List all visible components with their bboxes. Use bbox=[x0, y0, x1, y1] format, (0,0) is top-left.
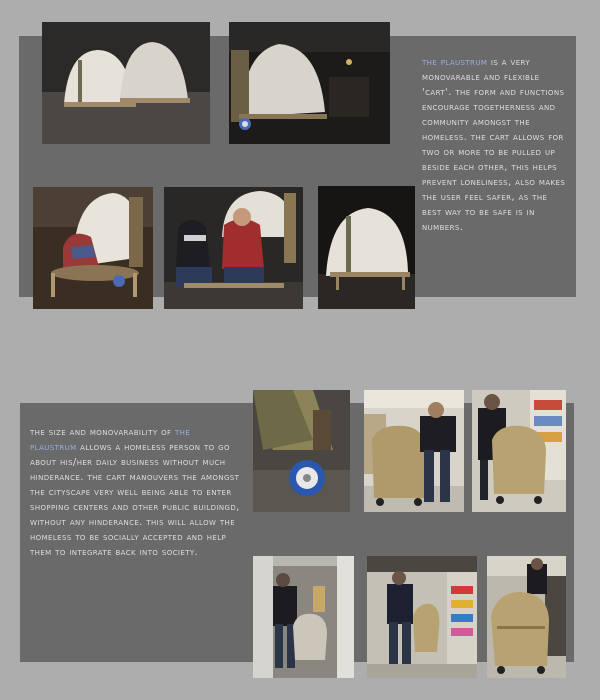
cart-alone-night-photo bbox=[318, 186, 415, 309]
wheel-closeup-photo bbox=[253, 390, 350, 512]
section-2-body: allows a homeless person to go about his/her daily business without much hinderance. the cart manouvers the amongst the cityscape very well being able to enter shopping centers and other public buildingd, without any hinderance. this will allow the homeless to be socially accepted and help them to integrate back into society. bbox=[30, 442, 240, 558]
section-1-description bbox=[422, 55, 570, 235]
cart-at-counter-photo bbox=[487, 556, 566, 678]
cart-in-store-photo bbox=[364, 390, 464, 512]
two-carts-photo bbox=[42, 22, 210, 144]
section-1-body: is a very monovarable and flexible 'cart'. the form and functions encourage togetherness and community amongst the homeless. the cart allows for two or more to be pulled up beside each other, this helps prevent loneliness, also makes the user feel safer, as the best way to be safe is in numbers. bbox=[422, 57, 566, 233]
two-people-on-cart-photo bbox=[164, 187, 303, 309]
cart-night-photo bbox=[229, 22, 390, 144]
cart-in-aisle-photo bbox=[367, 556, 477, 678]
cart-at-door-photo bbox=[253, 556, 354, 678]
plaustrum-highlight-2: the plaustrum bbox=[30, 427, 191, 453]
person-sitting-cart-photo bbox=[33, 187, 153, 309]
cart-by-fridge-photo bbox=[472, 390, 566, 512]
plaustrum-highlight: the plaustrum bbox=[422, 57, 488, 68]
section-2-prefix: the size and monovarability of bbox=[30, 427, 175, 438]
section-2-description bbox=[30, 425, 240, 560]
